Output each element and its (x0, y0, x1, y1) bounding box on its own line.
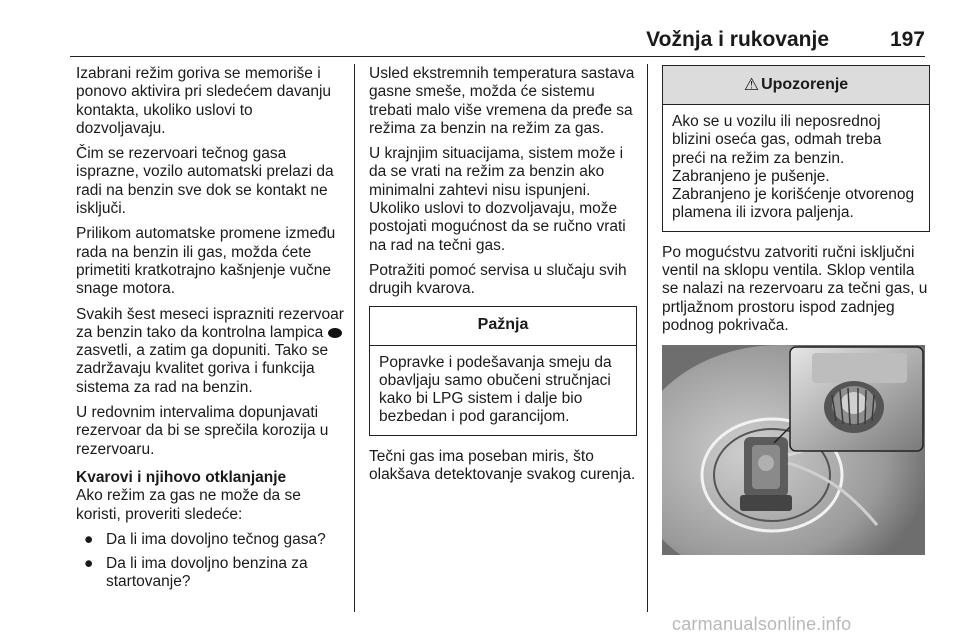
list-item-text: Da li ima dovoljno tečnog gasa? (106, 530, 326, 548)
paragraph: Potražiti pomoć servisa u slučaju svih drugih kvarova. (369, 261, 627, 298)
paragraph (76, 306, 344, 397)
paragraph-text: zasvetli, a zatim ga dopuniti. Tako se zadržavaju kvalitet goriva i funkcija sistema za rad na benzin. (76, 342, 329, 396)
page-header (70, 26, 925, 57)
paragraph: Tečni gas ima poseban miris, što olakšava detektovanje svakog curenja. (369, 447, 636, 484)
site-watermark: carmanualsonline.info (672, 614, 852, 634)
warning-line: Ako se u vozilu ili neposrednoj blizini oseća gas, odmah treba preći na režim za benzin. (672, 113, 882, 167)
warning-body (663, 105, 929, 231)
column-2 (369, 65, 637, 491)
valve-assembly-illustration-icon (662, 345, 925, 555)
notice-body: Popravke i podešavanja smeju da obavljaju samo obučeni stručnjaci kako bi LPG sistem i dalje bio bezbedan i pod garancijom. (379, 353, 612, 426)
paragraph: Usled ekstremnih temperatura sastava gasne smeše, možda će sistemu trebati malo više vremena da pređe sa režima za benzin na režim za gas. (369, 65, 635, 137)
column-1 (76, 65, 344, 598)
page-number: 197 (889, 28, 925, 51)
warning-header (663, 66, 929, 105)
paragraph: Ako režim za gas ne može da se koristi, proveriti sledeće: (76, 487, 301, 523)
paragraph: Prilikom automatske promene između rada na benzin ili gas, možda ćete primetiti kratkotrajno kašnjenje vučne snage motora. (76, 225, 336, 298)
bullet-icon: ● (84, 530, 94, 548)
warning-triangle-icon: ⚠ (743, 74, 760, 94)
paragraph: U redovnim intervalima dopunjavati rezervoar da bi se sprečila korozija u rezervoaru. (76, 404, 329, 458)
column-3 (662, 65, 930, 555)
section-subheading: Kvarovi i njihovo otklanjanje (76, 468, 287, 486)
list-item (76, 555, 344, 592)
bullet-icon: ● (84, 555, 94, 573)
warning-title: Upozorenje (761, 75, 849, 93)
page-title: Vožnja i rukovanje (646, 28, 829, 51)
column-divider-1 (354, 64, 355, 612)
notice-title: Pažnja (370, 307, 636, 346)
list-item-text: Da li ima dovoljno benzina za startovanje? (106, 555, 308, 591)
warning-line: Zabranjeno je korišćenje otvorenog plamena ili izvora paljenja. (672, 186, 915, 222)
column-divider-2 (647, 64, 648, 612)
notice-box (369, 306, 637, 436)
list-item (76, 531, 344, 549)
paragraph: Izabrani režim goriva se memoriše i ponovo aktivira pri sledećem davanju kontakta, ukoliko uslovi to dozvoljavaju. (76, 65, 332, 137)
paragraph: U krajnjim situacijama, sistem može i da se vrati na režim za benzin ako minimalni zahtevi nisu ispunjeni. Ukoliko uslovi to dozvoljavaju, može postojati mogućnost da se ručno vrati na rad na tečni gas. (369, 145, 626, 254)
warning-box (662, 65, 930, 232)
warning-line: Zabranjeno je pušenje. (672, 167, 830, 185)
paragraph-text: Svakih šest meseci isprazniti rezervoar za benzin tako da kontrolna lampica (76, 305, 344, 341)
check-list (76, 531, 344, 592)
paragraph: Čim se rezervoari tečnog gasa isprazne, vozilo automatski prelazi da radi na benzin sve dok se kontakt ne isključi. (76, 145, 334, 218)
fuel-indicator-lamp-icon (328, 328, 342, 338)
paragraph: Po mogućstvu zatvoriti ručni isključni ventil na sklopu ventila. Sklop ventila se nalazi na rezervoaru za tečni gas, u prtljažnom prostoru ispod zadnjeg podnog pokrivača. (662, 243, 928, 334)
valve-illustration (662, 345, 925, 555)
